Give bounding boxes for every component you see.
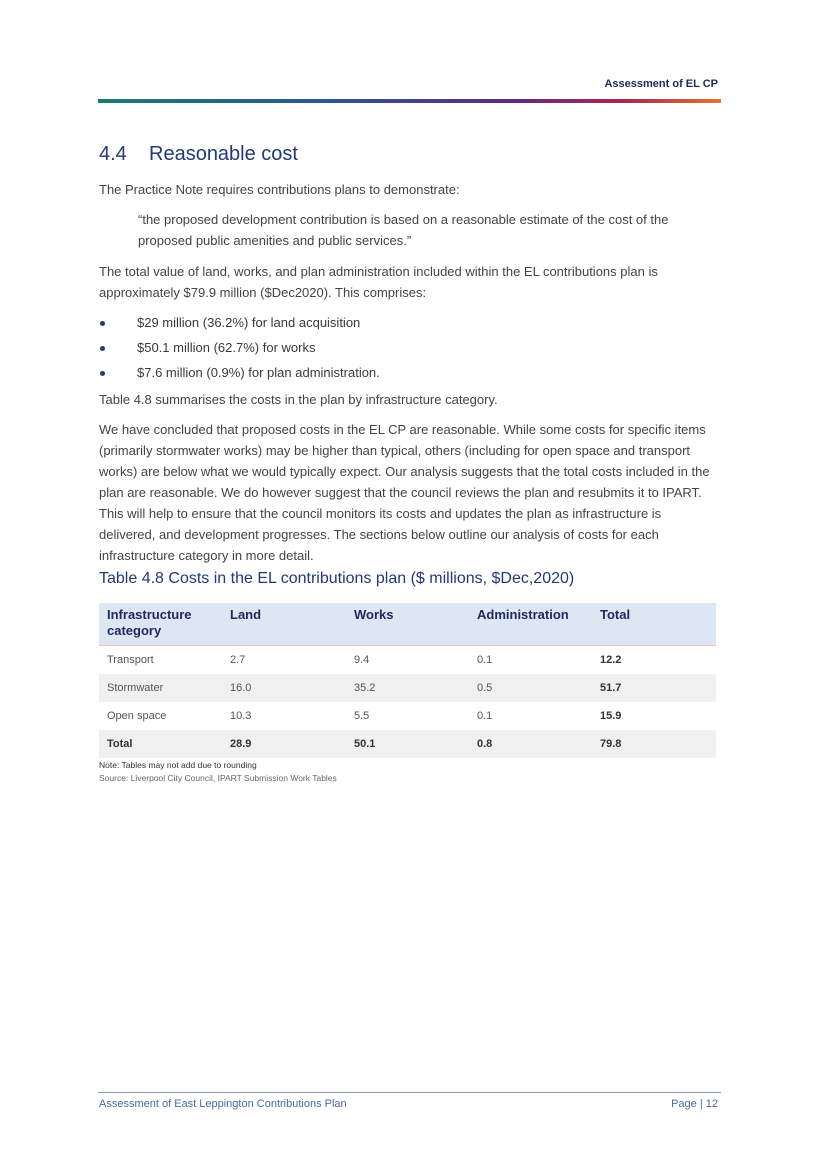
header-title: Assessment of EL CP xyxy=(604,78,718,90)
header-gradient-rule xyxy=(98,99,721,103)
table-row xyxy=(99,674,716,702)
table-cell: Stormwater xyxy=(99,674,222,702)
table-row xyxy=(99,702,716,730)
section-heading xyxy=(99,143,298,166)
table-cell: Total xyxy=(99,730,222,758)
table-cell: 16.0 xyxy=(222,674,346,702)
bullet-text: $50.1 million (62.7%) for works xyxy=(137,340,316,355)
section-title: Reasonable cost xyxy=(149,143,298,165)
column-header: Total xyxy=(592,603,716,646)
bullet-icon xyxy=(100,371,105,376)
column-header: Infrastructure category xyxy=(99,603,222,646)
table-cell: 79.8 xyxy=(592,730,716,758)
table-cell: 0.8 xyxy=(469,730,592,758)
total-paragraph: The total value of land, works, and plan administration included within the EL contributions plan is approximately $79.9 million ($Dec2020). This comprises: xyxy=(99,264,658,300)
table-cell: Transport xyxy=(107,654,154,666)
bullet-text: $29 million (36.2%) for land acquisition xyxy=(137,315,361,330)
section-number: 4.4 xyxy=(99,143,127,165)
table-cell: 0.1 xyxy=(477,654,493,666)
column-header: Land xyxy=(222,603,346,646)
conclusion-paragraph: We have concluded that proposed costs in the EL CP are reasonable. While some costs for specific items (primarily stormwater works) may be higher than typical, others (including for open space and transport works) are below what we would typically expect. Our analysis suggests that the total costs included in the plan are reasonable. We do however suggest that the council reviews the plan and resubmits it to IPART. This will help to ensure that the council monitors its costs and updates the plan as infrastructure is delivered, and development progresses. The sections below outline our analysis of costs for each infrastructure category in more detail. xyxy=(99,422,710,563)
footer-document-title: Assessment of East Leppington Contributions Plan xyxy=(99,1098,347,1110)
table-row xyxy=(99,646,716,675)
table-cell: 0.5 xyxy=(469,674,592,702)
table-cell: 50.1 xyxy=(346,730,469,758)
footer-page-number: Page | 12 xyxy=(671,1098,718,1110)
table-cell: 9.4 xyxy=(354,654,370,666)
summary-paragraph: Table 4.8 summarises the costs in the plan by infrastructure category. xyxy=(99,392,498,407)
table-total-row xyxy=(99,730,716,758)
list-item xyxy=(99,338,721,363)
list-item xyxy=(99,363,721,388)
table-source: Source: Liverpool City Council, IPART Submission Work Tables xyxy=(99,773,337,783)
table-cell: 28.9 xyxy=(222,730,346,758)
table-caption: Table 4.8 Costs in the EL contributions plan ($ millions, $Dec,2020) xyxy=(99,570,575,587)
bullet-icon xyxy=(100,346,105,351)
bullet-icon xyxy=(100,321,105,326)
table-cell: 5.5 xyxy=(354,710,370,722)
list-item xyxy=(99,313,721,338)
intro-paragraph: The Practice Note requires contributions plans to demonstrate: xyxy=(99,182,460,197)
table-note: Note: Tables may not add due to rounding xyxy=(99,760,257,770)
table-cell: 2.7 xyxy=(230,654,246,666)
quote-paragraph: “the proposed development contribution is based on a reasonable estimate of the cost of the proposed public amenities and public services.” xyxy=(138,212,669,248)
costs-table xyxy=(99,603,716,758)
table-cell: 35.2 xyxy=(346,674,469,702)
table-cell: 51.7 xyxy=(592,674,716,702)
table-cell: 10.3 xyxy=(230,710,252,722)
bullet-text: $7.6 million (0.9%) for plan administration. xyxy=(137,365,380,380)
table-header-row xyxy=(99,603,716,646)
footer-rule xyxy=(98,1092,721,1093)
cost-bullet-list xyxy=(99,313,721,388)
column-header: Works xyxy=(346,603,469,646)
table-cell: 0.1 xyxy=(477,710,493,722)
column-header: Administration xyxy=(469,603,592,646)
table-cell: 12.2 xyxy=(600,654,622,666)
table-cell: Open space xyxy=(107,710,167,722)
table-cell: 15.9 xyxy=(600,710,622,722)
